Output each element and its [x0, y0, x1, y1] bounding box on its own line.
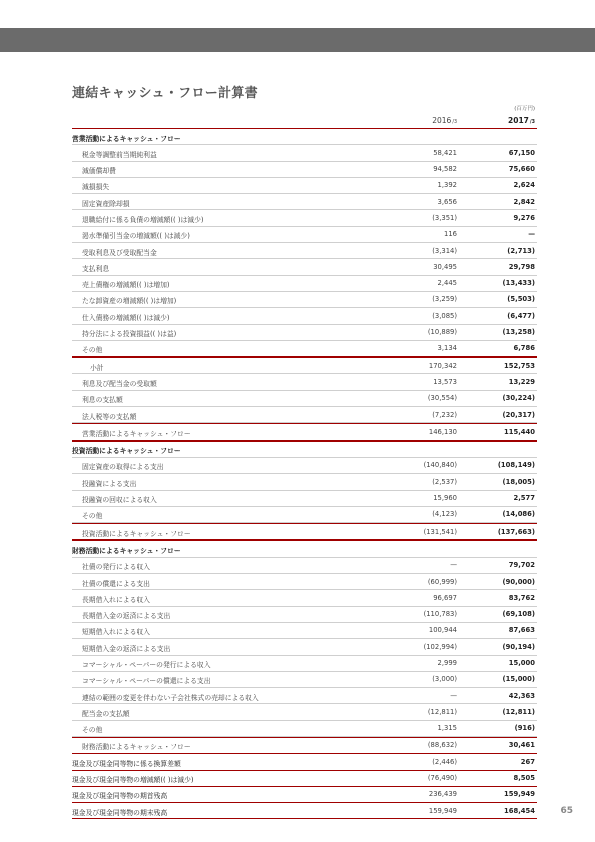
row-label: 持分法による投資損益(( )は益) [82, 330, 177, 339]
total-row [72, 803, 537, 819]
row-label: 現金及び現金同等物の増減額(( )は減少) [72, 776, 194, 785]
row-label: その他 [82, 346, 103, 355]
row-label: 現金及び現金同等物の期末残高 [72, 808, 168, 817]
value-2016: (60,999) [427, 577, 457, 586]
value-2017: 159,949 [504, 790, 535, 799]
value-2016: 116 [444, 230, 457, 239]
value-2017: 8,505 [513, 774, 535, 783]
value-2017: 2,577 [513, 494, 535, 503]
value-2017: 13,229 [508, 377, 535, 386]
table-row [72, 607, 537, 623]
table-row [72, 688, 537, 704]
value-2017: 115,440 [504, 427, 535, 436]
row-label: 仕入債務の増減額(( )は減少) [82, 313, 170, 322]
value-2016: (140,840) [423, 461, 457, 470]
value-2016: — [450, 691, 457, 700]
table-header [72, 113, 537, 129]
total-row [72, 357, 537, 374]
row-label: 渇水準備引当金の増減額(( )は減少) [82, 232, 190, 241]
value-2017: 2,842 [513, 197, 535, 206]
table-row [72, 162, 537, 178]
value-2017: (13,433) [502, 279, 535, 288]
value-2016: 236,439 [428, 790, 457, 799]
table-row [72, 178, 537, 194]
value-2016: — [450, 561, 457, 570]
table-row [72, 276, 537, 292]
total-row [72, 787, 537, 803]
value-2016: (3,000) [432, 675, 457, 684]
total-row [72, 523, 537, 540]
value-2017: 83,762 [508, 593, 535, 602]
value-2017: 67,150 [508, 148, 535, 157]
row-label: たな卸資産の増減額(( )は増加) [82, 297, 177, 306]
row-label: 社債の償還による支出 [82, 579, 150, 588]
row-label: その他 [82, 726, 103, 735]
row-label: 投資活動によるキャッシュ・フロー [72, 447, 181, 456]
value-2017: 29,798 [508, 262, 535, 271]
row-label: コマーシャル・ペーパーの償還による支出 [82, 677, 211, 686]
value-2017: (2,713) [507, 246, 535, 255]
value-2016: 3,134 [437, 344, 457, 353]
row-label: 短期借入れによる収入 [82, 628, 150, 637]
table-row [72, 325, 537, 341]
value-2017: 30,461 [508, 741, 535, 750]
table-row [72, 558, 537, 574]
value-2017: 2,624 [513, 181, 535, 190]
value-2017: (69,108) [502, 610, 535, 619]
value-2016: 58,421 [433, 148, 457, 157]
value-2017: 168,454 [504, 806, 535, 815]
value-2017: (916) [514, 724, 535, 733]
table-row [72, 656, 537, 672]
value-2016: 1,392 [437, 181, 457, 190]
row-label: その他 [82, 512, 103, 521]
value-2017: (14,086) [502, 510, 535, 519]
row-label: 税金等調整前当期純利益 [82, 150, 157, 159]
row-label: 社債の発行による収入 [82, 563, 150, 572]
table-row [72, 210, 537, 226]
total-row [72, 423, 537, 440]
table-row [72, 341, 537, 357]
table-row [72, 491, 537, 507]
value-2017: (6,477) [507, 311, 535, 320]
value-2016: 13,573 [433, 377, 457, 386]
row-label: 長期借入金の返済による支出 [82, 612, 171, 621]
page-title: 連結キャッシュ・フロー計算書 [72, 86, 258, 101]
value-2017: (108,149) [497, 461, 535, 470]
value-2016: (3,259) [432, 295, 457, 304]
total-row [72, 737, 537, 754]
value-2016: (131,541) [423, 527, 457, 536]
value-2017: (12,811) [502, 707, 535, 716]
value-2017: 267 [520, 757, 535, 766]
total-row [72, 771, 537, 787]
unit-label: (百万円) [514, 106, 535, 112]
value-2017: (5,503) [507, 295, 535, 304]
value-2016: (76,490) [427, 774, 457, 783]
value-2017: 15,000 [508, 659, 535, 667]
value-2016: (3,085) [432, 311, 457, 320]
row-label: 減価償却費 [82, 167, 116, 176]
value-2016: (3,351) [432, 213, 457, 222]
table-row [72, 308, 537, 324]
table-row [72, 590, 537, 606]
row-label: 投資活動によるキャッシュ・フロー [82, 529, 191, 538]
section-header-row [72, 540, 537, 557]
table-row [72, 227, 537, 243]
table-row [72, 374, 537, 390]
table-row [72, 704, 537, 720]
value-2016: 3,656 [437, 197, 457, 206]
row-label: 配当金の支払額 [82, 709, 130, 718]
value-2017: 9,276 [513, 213, 535, 222]
value-2016: (12,811) [427, 707, 457, 716]
value-2016: 146,130 [428, 427, 457, 436]
table-row [72, 259, 537, 275]
row-label: 減損損失 [82, 183, 110, 192]
value-2017: (90,000) [502, 577, 535, 586]
row-label: 長期借入れによる収入 [82, 595, 150, 604]
top-banner [0, 28, 595, 52]
table-row [72, 243, 537, 259]
row-label: 小計 [90, 363, 104, 372]
row-label: 投融資による支出 [82, 479, 137, 488]
value-2017: (20,317) [502, 410, 535, 419]
row-label: コマーシャル・ペーパーの発行による収入 [82, 661, 211, 669]
table-row [72, 145, 537, 161]
row-label: 売上債権の増減額(( )は増加) [82, 281, 170, 290]
value-2016: (7,232) [432, 410, 457, 419]
value-2016: (4,123) [432, 510, 457, 519]
table-row [72, 507, 537, 523]
value-2017: (137,663) [497, 527, 535, 536]
row-label: 受取利息及び受取配当金 [82, 248, 157, 257]
row-label: 固定資産の取得による支出 [82, 463, 164, 472]
table-row [72, 623, 537, 639]
value-2016: 15,960 [433, 494, 457, 503]
page-number: 65 [560, 806, 573, 816]
table-row [72, 458, 537, 474]
value-2017: (30,224) [502, 394, 535, 403]
value-2016: (88,632) [427, 741, 457, 750]
row-label: 財務活動によるキャッシュ・フロー [82, 743, 191, 752]
value-2016: 94,582 [433, 165, 457, 174]
row-label: 財務活動によるキャッシュ・フロー [72, 546, 181, 555]
table-row [72, 292, 537, 308]
section-header-row [72, 441, 537, 458]
table-row [72, 639, 537, 655]
table-row [72, 391, 537, 407]
total-row [72, 754, 537, 770]
row-label: 利息の支払額 [82, 396, 123, 405]
row-label: 固定資産除却損 [82, 199, 130, 208]
table-row [72, 672, 537, 688]
value-2017: 87,663 [508, 626, 535, 635]
value-2016: 100,944 [428, 626, 457, 635]
row-label: 営業活動によるキャッシュ・フロー [72, 134, 181, 143]
value-2017: 42,363 [508, 691, 535, 700]
row-label: 営業活動によるキャッシュ・フロー [82, 429, 191, 438]
value-2017: 75,660 [508, 165, 535, 174]
value-2016: 2,999 [437, 659, 457, 667]
table-row [72, 194, 537, 210]
value-2016: (110,783) [423, 610, 457, 619]
table-row [72, 574, 537, 590]
row-label: 退職給付に係る負債の増減額(( )は減少) [82, 215, 204, 224]
column-header-2017: 2017/3 [508, 116, 535, 125]
value-2016: 2,445 [437, 279, 457, 288]
value-2016: (102,994) [423, 642, 457, 651]
value-2016: 1,315 [437, 724, 457, 733]
row-label: 法人税等の支払額 [82, 412, 137, 421]
value-2017: (90,194) [502, 642, 535, 651]
value-2017: (15,000) [502, 675, 535, 684]
row-label: 連結の範囲の変更を伴わない子会社株式の売却による収入 [82, 693, 259, 702]
row-label: 利息及び配当金の受取額 [82, 379, 157, 388]
table-row [72, 474, 537, 490]
value-2016: (2,446) [432, 757, 457, 766]
value-2017: 6,786 [513, 344, 535, 353]
table-row [72, 407, 537, 423]
value-2016: 96,697 [433, 593, 457, 602]
value-2016: 159,949 [428, 806, 457, 815]
row-label: 短期借入金の返済による支出 [82, 644, 171, 653]
section-header-row [72, 129, 537, 145]
value-2016: 30,495 [433, 262, 457, 271]
column-header-2016: 2016/3 [432, 116, 457, 125]
value-2016: (2,537) [432, 477, 457, 486]
value-2017: (13,258) [502, 328, 535, 337]
value-2016: (10,889) [427, 328, 457, 337]
value-2016: 170,342 [428, 361, 457, 370]
value-2017: 152,753 [504, 361, 535, 370]
value-2016: (30,554) [427, 394, 457, 403]
value-2017: (18,005) [502, 477, 535, 486]
value-2017: — [528, 230, 535, 239]
cash-flow-table [72, 113, 537, 819]
row-label: 現金及び現金同等物の期首残高 [72, 792, 168, 801]
row-label: 投融資の回収による収入 [82, 496, 157, 505]
value-2016: (3,314) [432, 246, 457, 255]
table-row [72, 721, 537, 737]
value-2017: 79,702 [508, 561, 535, 570]
row-label: 支払利息 [82, 264, 110, 273]
row-label: 現金及び現金同等物に係る換算差額 [72, 759, 181, 768]
